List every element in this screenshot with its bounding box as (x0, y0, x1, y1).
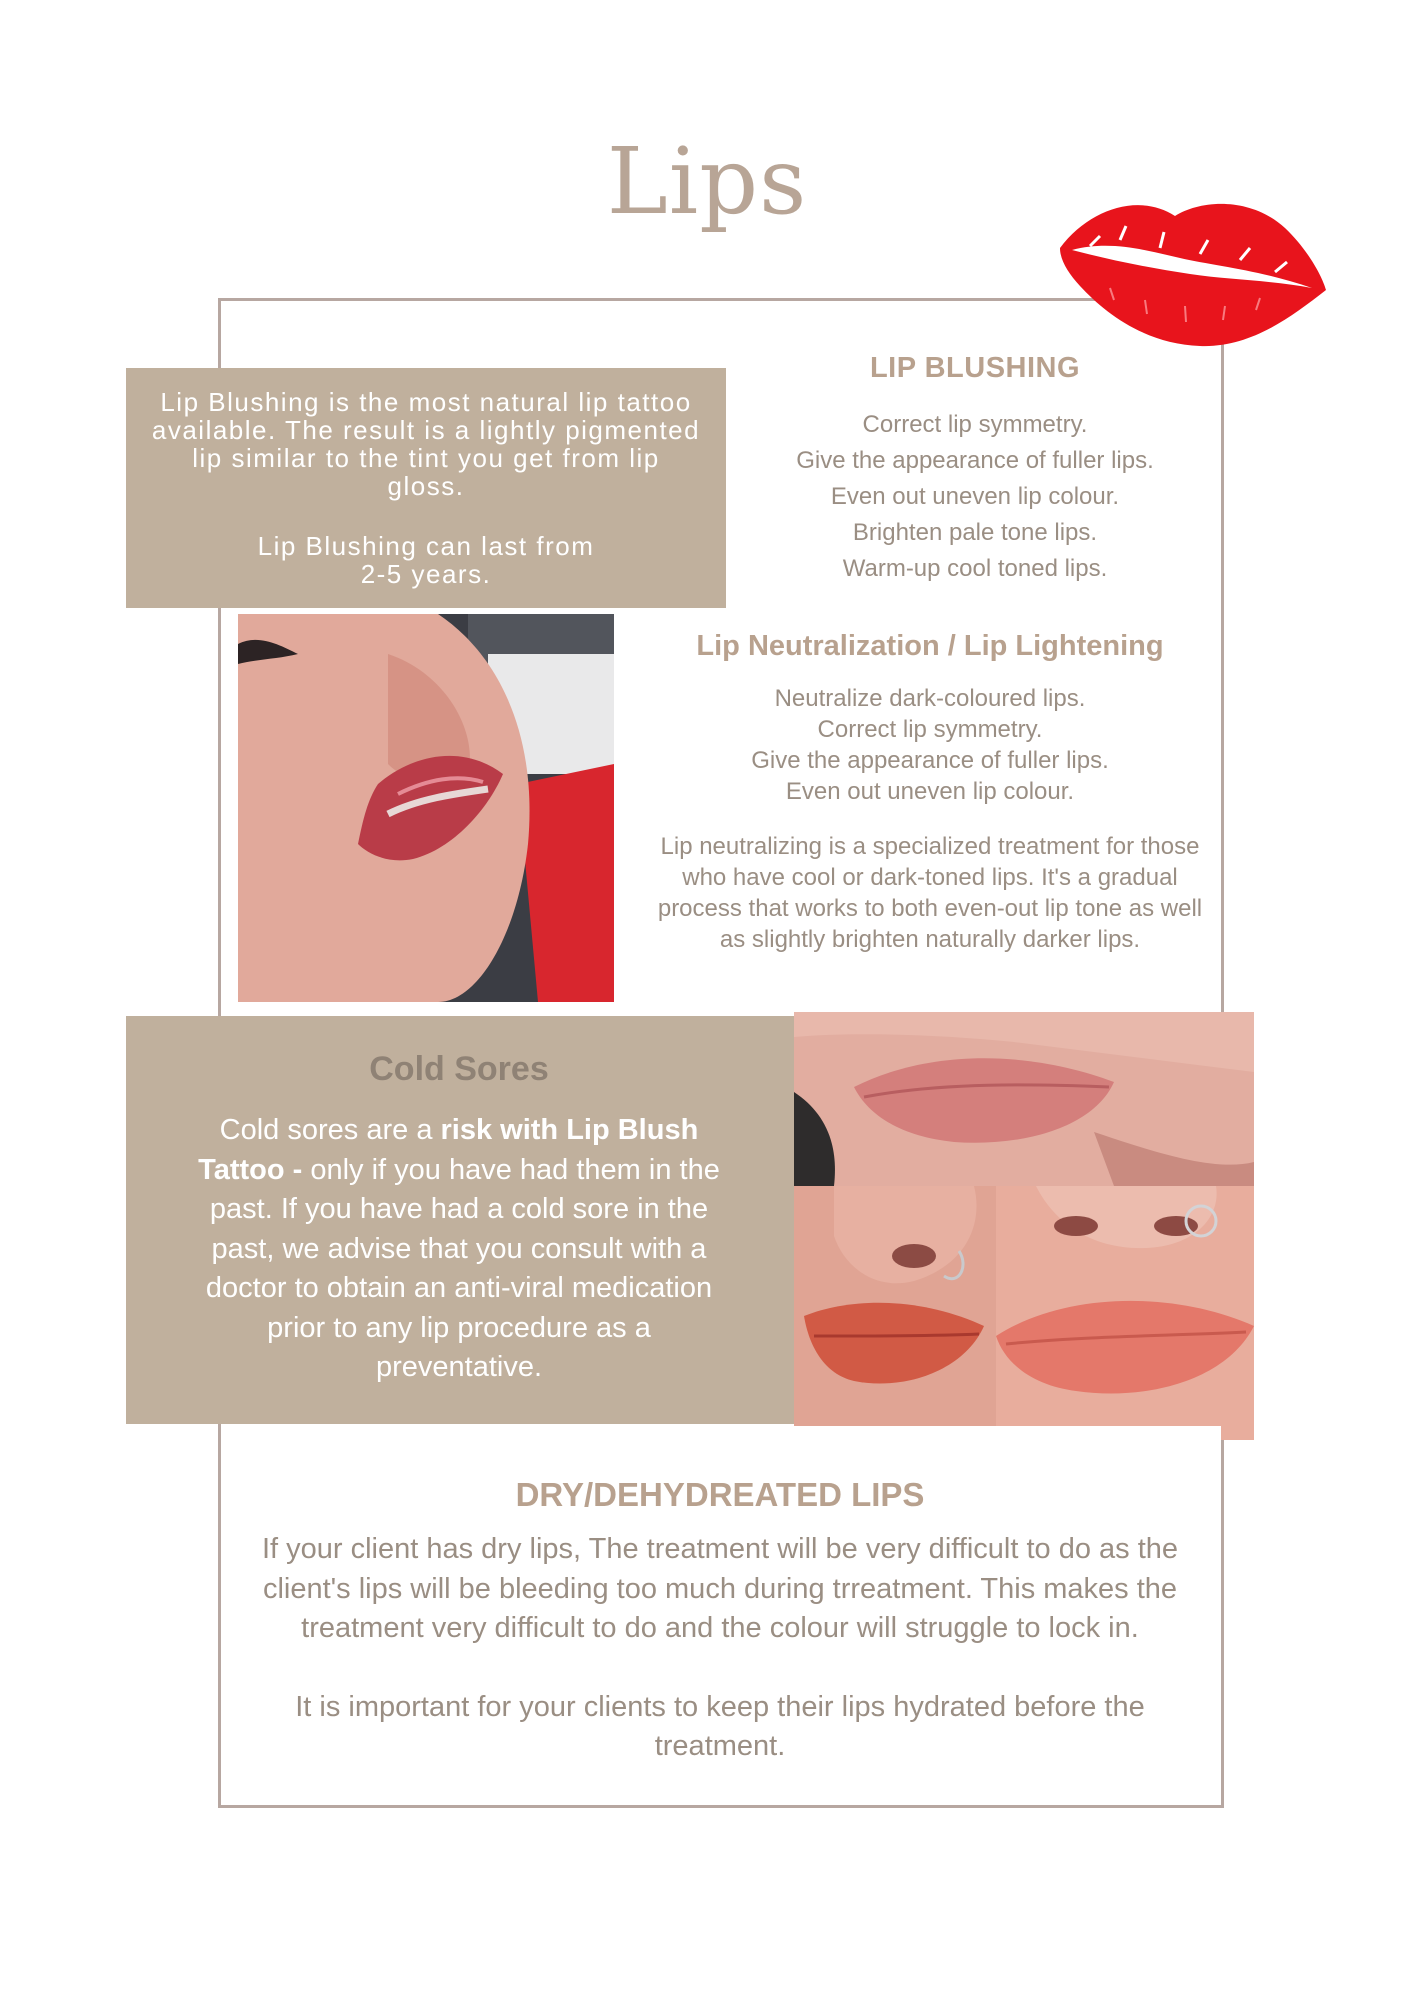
list-item: Brighten pale tone lips. (852, 519, 1098, 546)
page-title: Lips (606, 128, 808, 235)
dry-lips-heading: DRY/DEHYDREATED LIPS (515, 1476, 925, 1513)
cold-sores-heading: Cold Sores (369, 1050, 549, 1088)
lips-kiss-icon (1050, 188, 1330, 358)
lip-neutralization-heading: Lip Neutralization / Lip Lightening (696, 630, 1164, 662)
list-item: Give the appearance of fuller lips. (751, 747, 1109, 774)
lip-blushing-benefits (760, 407, 1190, 587)
cold-sores-box (126, 1016, 796, 1424)
lip-blushing-duration: Lip Blushing can last from 2-5 years. (257, 531, 595, 589)
lips-nose-ring-photo-left (794, 1186, 996, 1440)
cold-sores-text-bold: risk with Lip Blush Tattoo - (198, 1114, 699, 1186)
list-item: Neutralize dark-coloured lips. (774, 685, 1086, 712)
list-item: Warm-up cool toned lips. (842, 555, 1108, 582)
cold-sores-text (182, 1111, 736, 1388)
dry-lips-paragraph-2: It is important for your clients to keep their lips hydrated before the treatment. (295, 1690, 1145, 1762)
lip-neutralization-section (640, 630, 1220, 955)
lips-closeup-photo (794, 1012, 1254, 1186)
list-item: Give the appearance of fuller lips. (796, 447, 1154, 474)
lip-neutralization-description: Lip neutralizing is a specialized treatment for those who have cool or dark-toned lips. It's a gradual process that works to both even-out lip tone as well as slightly brighten naturally darker lips. (657, 833, 1203, 953)
lip-blushing-heading: LIP BLUSHING (869, 352, 1081, 384)
cold-sores-text-end: only if you have had them in the past. If you have had a cold sore in the past, we advise that you consult with a doctor to obtain an anti-viral medication prior to any lip procedure as a preventative. (205, 1153, 720, 1383)
list-item: Even out uneven lip colour. (785, 778, 1075, 805)
lip-neutralization-benefits (640, 683, 1220, 807)
lips-nose-ring-photo-right (996, 1186, 1254, 1440)
lip-blushing-intro: Lip Blushing is the most natural lip tattoo available. The result is a lightly pigmented lip similar to the tint you get from lip gloss. (151, 387, 701, 501)
list-item: Correct lip symmetry. (862, 411, 1088, 438)
list-item: Correct lip symmetry. (817, 716, 1043, 743)
lip-blushing-section (760, 352, 1190, 587)
lip-blush-result-photo (238, 614, 614, 1002)
dry-lips-section (240, 1476, 1200, 1767)
list-item: Even out uneven lip colour. (830, 483, 1120, 510)
dry-lips-paragraph-1: If your client has dry lips, The treatment will be very difficult to do as the client's lips will be bleeding too much during trreatment. This makes the treatment very difficult to do and the colour will struggle to lock in. (261, 1533, 1179, 1644)
cold-sores-text-start: Cold sores are a (219, 1114, 441, 1146)
lip-blushing-intro-box (126, 368, 726, 608)
